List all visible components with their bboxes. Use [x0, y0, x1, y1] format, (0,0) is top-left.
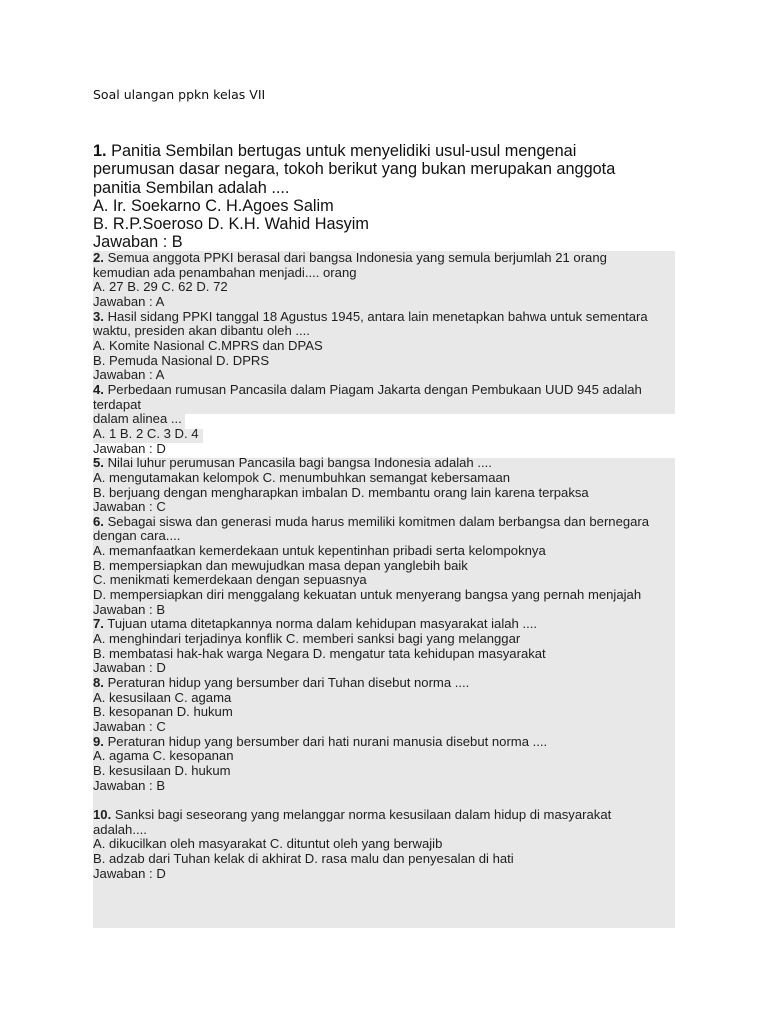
question-number: 4.	[93, 381, 104, 397]
question-option: D. mempersiapkan diri menggalang kekuatan untuk menyerang bangsa yang pernah menjajah	[93, 587, 642, 603]
question-text: Sanksi bagi seseorang yang melanggar norma kesusilaan dalam hidup di masyarakat	[114, 806, 612, 822]
question-option: B. mempersiapkan dan mewujudkan masa depan yanglebih baik	[93, 557, 468, 573]
question-list	[93, 251, 675, 881]
question-option: B. kesusilaan D. hukum	[93, 762, 231, 778]
question-1	[93, 142, 673, 252]
question-number: 1.	[93, 142, 107, 160]
question-5	[93, 456, 675, 515]
question-option: B. berjuang dengan mengharapkan imbalan D. membantu orang lain karena terpaksa	[93, 484, 589, 500]
question-8	[93, 676, 675, 735]
question-1-answer: Jawaban : B	[93, 233, 183, 252]
question-text: Peraturan hidup yang bersumber dari Tuhan disebut norma ....	[107, 675, 470, 691]
question-text: Peraturan hidup yang bersumber dari hati nurani manusia disebut norma ....	[107, 733, 548, 749]
question-3	[93, 310, 675, 383]
question-answer: Jawaban : D	[93, 440, 166, 456]
question-line	[93, 515, 675, 530]
question-text: Hasil sidang PPKI tanggal 18 Agustus 1945, antara lain menetapkan bahwa untuk sementara	[107, 308, 648, 324]
question-answer: Jawaban : C	[93, 719, 166, 734]
question-number: 7.	[93, 616, 104, 632]
question-line: adalah....	[93, 821, 147, 837]
question-number: 10.	[93, 806, 112, 822]
blank-line	[93, 793, 675, 808]
question-line: terdapat	[93, 396, 142, 412]
question-answer: Jawaban : B	[93, 777, 166, 793]
question-text: Semua anggota PPKI berasal dari bangsa Indonesia yang semula berjumlah 21 orang	[107, 250, 607, 265]
question-option: A. menghindari terjadinya konflik C. memberi sanksi bagi yang melanggar	[93, 631, 521, 647]
question-number: 2.	[93, 250, 104, 265]
question-text: Perbedaan rumusan Pancasila dalam Piagam Jakarta dengan Pembukaan UUD 945 adalah	[107, 381, 642, 397]
question-option: A. agama C. kesopanan	[93, 748, 234, 764]
question-line	[93, 617, 675, 632]
page-title: Soal ulangan ppkn kelas VII	[93, 87, 266, 102]
question-1-line	[93, 142, 673, 160]
question-answer: Jawaban : A	[93, 293, 165, 309]
question-9	[93, 735, 675, 794]
question-line	[93, 676, 675, 691]
question-option: A. 1 B. 2 C. 3 D. 4	[93, 425, 199, 441]
question-text: Sebagai siswa dan generasi muda harus memiliki komitmen dalam berbangsa dan bernegara	[107, 513, 650, 529]
question-number: 5.	[93, 455, 104, 471]
question-7	[93, 617, 675, 676]
question-answer: Jawaban : C	[93, 499, 166, 515]
question-1-option: B. R.P.Soeroso D. K.H. Wahid Hasyim	[93, 215, 369, 234]
question-6	[93, 515, 675, 618]
question-option: A. dikucilkan oleh masyarakat C. dituntut oleh yang berwajib	[93, 836, 443, 852]
question-line: dalam alinea ...	[93, 411, 182, 427]
question-option: B. membatasi hak-hak warga Negara D. mengatur tata kehidupan masyarakat	[93, 645, 546, 661]
question-line	[93, 456, 675, 471]
question-option: A. memanfaatkan kemerdekaan untuk kepentinhan pribadi serta kelompoknya	[93, 543, 546, 559]
question-option: B. kesopanan D. hukum	[93, 704, 233, 720]
question-option: A. 27 B. 29 C. 62 D. 72	[93, 279, 228, 295]
question-line	[93, 383, 675, 398]
question-number: 9.	[93, 733, 104, 749]
question-line: waktu, presiden akan dibantu oleh ....	[93, 323, 310, 339]
question-answer: Jawaban : D	[93, 865, 166, 881]
question-option: B. adzab dari Tuhan kelak di akhirat D. rasa malu dan penyesalan di hati	[93, 850, 514, 866]
question-number: 6.	[93, 513, 104, 529]
question-line	[93, 251, 675, 266]
question-answer: Jawaban : B	[93, 601, 166, 617]
question-1-line: panitia Sembilan adalah ....	[93, 178, 290, 197]
question-number: 3.	[93, 308, 104, 324]
question-line: kemudian ada penambahan menjadi.... orang	[93, 264, 357, 280]
question-option: B. Pemuda Nasional D. DPRS	[93, 352, 270, 368]
question-4	[93, 383, 675, 456]
question-option: A. Komite Nasional C.MPRS dan DPAS	[93, 337, 323, 353]
question-answer: Jawaban : D	[93, 660, 166, 676]
question-number: 8.	[93, 675, 104, 691]
question-line	[93, 735, 675, 750]
question-option: A. mengutamakan kelompok C. menumbuhkan semangat kebersamaan	[93, 469, 511, 485]
question-2	[93, 251, 675, 310]
question-option: C. menikmati kemerdekaan dengan sepuasnya	[93, 572, 367, 588]
question-text: Nilai luhur perumusan Pancasila bagi bangsa Indonesia adalah ....	[107, 455, 492, 471]
question-option: A. kesusilaan C. agama	[93, 689, 232, 705]
question-10	[93, 808, 675, 881]
question-1-line: perumusan dasar negara, tokoh berikut yang bukan merupakan anggota	[93, 160, 616, 179]
question-line	[93, 808, 675, 823]
question-text: Panitia Sembilan bertugas untuk menyelidiki usul-usul mengenai	[111, 142, 577, 160]
question-answer: Jawaban : A	[93, 367, 165, 383]
question-text: Tujuan utama ditetapkannya norma dalam kehidupan masyarakat ialah ....	[107, 616, 538, 632]
question-line	[93, 310, 675, 325]
question-1-option: A. Ir. Soekarno C. H.Agoes Salim	[93, 196, 334, 215]
question-line: dengan cara....	[93, 528, 181, 544]
